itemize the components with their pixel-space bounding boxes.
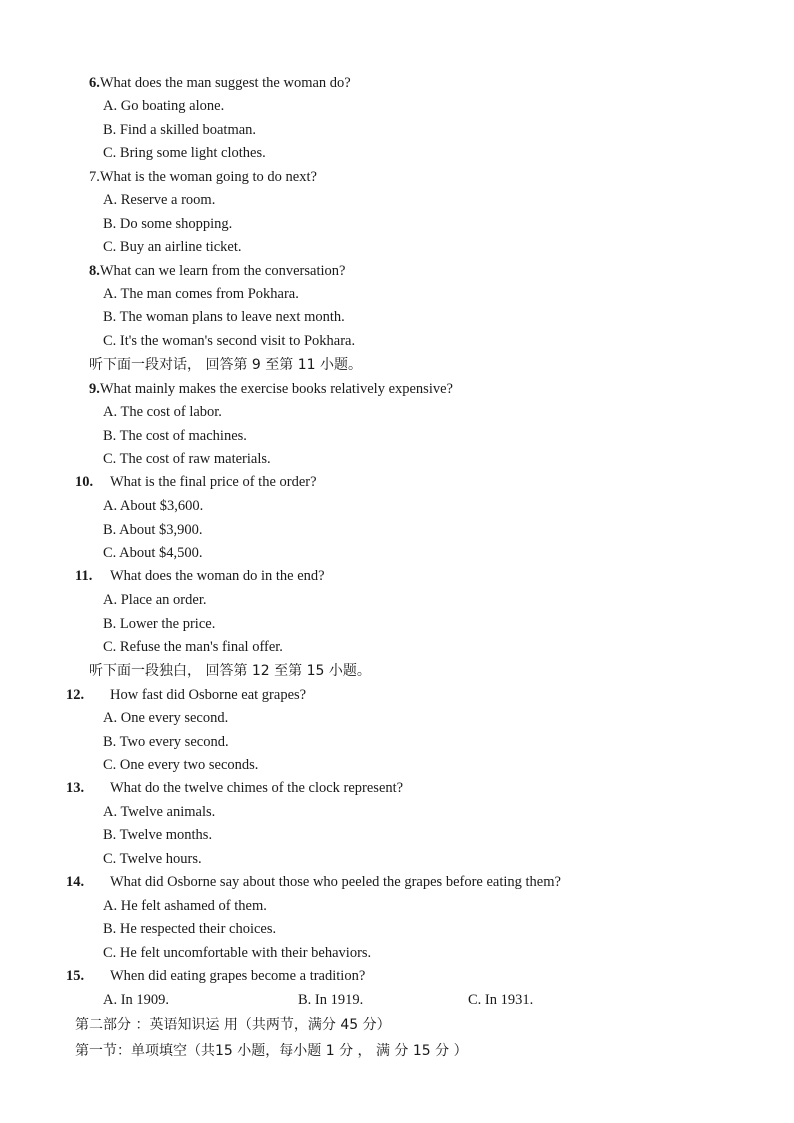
- part-two-heading: 第二部分 ：英语知识运 用（共两节，满分 45 分）: [75, 1017, 391, 1033]
- question-text: What does the man suggest the woman do?: [99, 75, 351, 91]
- question-text: How fast did Osborne eat grapes?: [110, 687, 307, 703]
- question-7: [89, 168, 317, 186]
- question-8: [89, 262, 345, 280]
- option-a: A. Twelve animals.: [103, 804, 216, 820]
- option-c: C. He felt uncomfortable with their behaviors.: [103, 945, 372, 961]
- option-b: B. The cost of machines.: [103, 428, 247, 444]
- question-12: [66, 686, 306, 704]
- option-c: C. Twelve hours.: [103, 851, 202, 867]
- option-c: C. One every two seconds.: [103, 757, 259, 773]
- option-a: A. About $3,600.: [103, 498, 204, 514]
- question-13: [66, 779, 403, 797]
- question-text: What is the woman going to do next?: [99, 169, 317, 185]
- option-b: B. Find a skilled boatman.: [103, 122, 257, 138]
- question-15: [66, 967, 365, 985]
- question-text: What mainly makes the exercise books relatively expensive?: [99, 381, 453, 397]
- option-c: C. The cost of raw materials.: [103, 451, 271, 467]
- option-b: B. Twelve months.: [103, 827, 213, 843]
- option-a: A. Reserve a room.: [103, 192, 216, 208]
- option-b: B. He respected their choices.: [103, 921, 277, 937]
- question-number: 6.: [89, 75, 100, 91]
- instruction-monologue: 听下面一段独白， 回答第 12 至第 15 小题。: [89, 663, 371, 679]
- question-text: What can we learn from the conversation?: [99, 263, 346, 279]
- question-text: When did eating grapes become a tradition?: [110, 968, 366, 984]
- question-number: 14.: [66, 874, 85, 890]
- question-text: What does the woman do in the end?: [110, 568, 325, 584]
- option-a: A. The cost of labor.: [103, 404, 222, 420]
- option-b: B. Do some shopping.: [103, 216, 233, 232]
- question-number: 10.: [75, 474, 94, 490]
- question-text: What did Osborne say about those who peeled the grapes before eating them?: [110, 874, 561, 890]
- option-c: C. Buy an airline ticket.: [103, 239, 242, 255]
- question-number: 13.: [66, 780, 85, 796]
- section-one-heading: 第一节：单项填空（共15 小题，每小题 1 分 ， 满 分 15 分 ）: [75, 1043, 468, 1059]
- question-number: 12.: [66, 687, 85, 703]
- question-10: [75, 473, 317, 491]
- question-number: 8.: [89, 263, 100, 279]
- option-b: B. Two every second.: [103, 734, 229, 750]
- option-a: A. In 1909.: [103, 992, 170, 1008]
- question-number: 15.: [66, 968, 85, 984]
- option-b: B. Lower the price.: [103, 616, 216, 632]
- option-a: A. Go boating alone.: [103, 98, 225, 114]
- option-b: B. The woman plans to leave next month.: [103, 309, 345, 325]
- option-c: C. Refuse the man's final offer.: [103, 639, 283, 655]
- option-b: B. About $3,900.: [103, 522, 203, 538]
- question-11: [75, 567, 325, 585]
- option-c: C. Bring some light clothes.: [103, 145, 266, 161]
- question-text: What do the twelve chimes of the clock represent?: [110, 780, 404, 796]
- instruction-dialogue: 听下面一段对话， 回答第 9 至第 11 小题。: [89, 357, 362, 373]
- option-c: C. It's the woman's second visit to Pokhara.: [103, 333, 356, 349]
- option-a: A. The man comes from Pokhara.: [103, 286, 299, 302]
- option-c: C. About $4,500.: [103, 545, 203, 561]
- question-6: [89, 74, 351, 92]
- option-a: A. Place an order.: [103, 592, 207, 608]
- question-14: [66, 873, 561, 891]
- question-text: What is the final price of the order?: [110, 474, 317, 490]
- option-c: C. In 1931.: [468, 992, 534, 1008]
- question-9: [89, 380, 453, 398]
- question-number: 7.: [89, 169, 100, 185]
- option-a: A. He felt ashamed of them.: [103, 898, 267, 914]
- option-a: A. One every second.: [103, 710, 229, 726]
- question-number: 9.: [89, 381, 100, 397]
- option-b: B. In 1919.: [298, 992, 364, 1008]
- question-number: 11.: [75, 568, 93, 584]
